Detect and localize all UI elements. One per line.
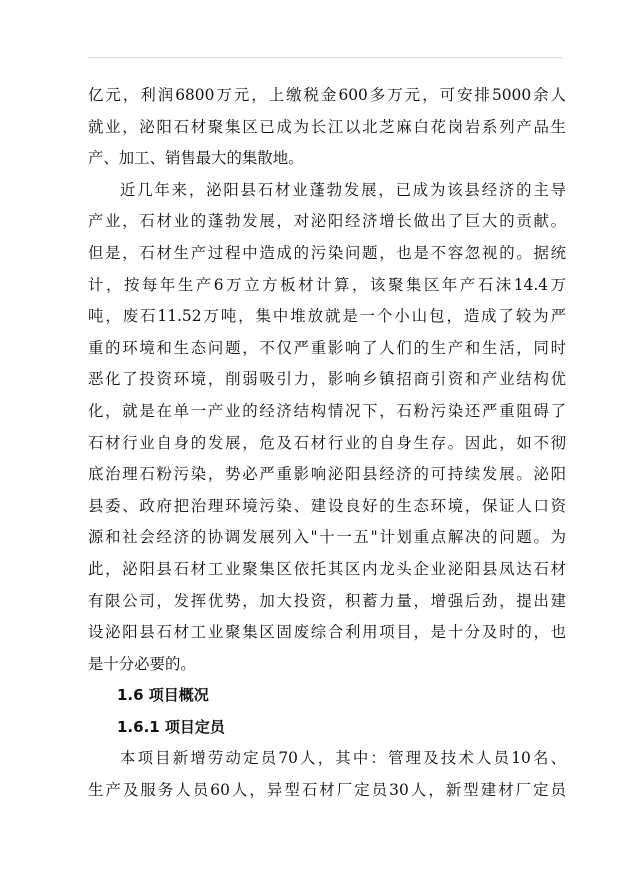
text-line: 设泌阳县石材工业聚集区固废综合利用项目，是十分及时的，也 [88,623,566,642]
text-line: 有限公司，发挥优势，加大投资，积蓄力量，增强后劲，提出建 [88,591,566,610]
text-line: 县委、政府把治理环境污染、建设良好的生态环境，保证人口资 [88,496,566,515]
text-line: 就业，泌阳石材聚集区已成为长江以北芝麻白花岗岩系列产品生 [88,117,566,136]
text-line: 是十分必要的。 [88,654,196,673]
text-line: 吨，废石11.52万吨，集中堆放就是一个小山包，造成了较为严 [88,307,566,326]
document-body [88,80,566,807]
section-heading: 1.6 项目概况 [117,686,209,705]
text-line: 亿元，利润6800万元，上缴税金600多万元，可安排5000余人 [88,86,566,104]
paragraph-first-line: 近几年来，泌阳县石材业蓬勃发展，已成为该县经济的主导 [120,180,566,199]
page-header-rule [88,57,562,58]
text-line: 恶化了投资环境，削弱吸引力，影响乡镇招商引资和产业结构优 [88,370,566,389]
text-line: 计，按每年生产6万立方板材计算，该聚集区年产石沫14.4万 [88,275,566,294]
text-line: 产、加工、销售最大的集散地。 [88,149,304,168]
text-line: 重的环境和生态问题，不仅严重影响了人们的生产和生活，同时 [88,338,566,357]
text-line: 生产及服务人员60人，异型石材厂定员30人，新型建材厂定员 [88,781,566,800]
text-line: 石材行业自身的发展，危及石材行业的自身生存。因此，如不彻 [88,433,566,452]
paragraph-first-line: 本项目新增劳动定员70人，其中：管理及技术人员10名、 [120,749,566,768]
text-line: 源和社会经济的协调发展列入"十一五"计划重点解决的问题。为 [88,528,566,547]
text-line: 底治理石粉污染，势必严重影响泌阳县经济的可持续发展。泌阳 [88,465,566,484]
text-line: 产业，石材业的蓬勃发展，对泌阳经济增长做出了巨大的贡献。 [88,212,566,231]
text-line: 此，泌阳县石材工业聚集区依托其区内龙头企业泌阳县凤达石材 [88,559,566,578]
text-line: 化，就是在单一产业的经济结构情况下，石粉污染还严重阻碍了 [88,401,566,420]
subsection-heading: 1.6.1 项目定员 [117,717,225,736]
text-line: 但是，石材生产过程中造成的污染问题，也是不容忽视的。据统 [88,243,566,262]
